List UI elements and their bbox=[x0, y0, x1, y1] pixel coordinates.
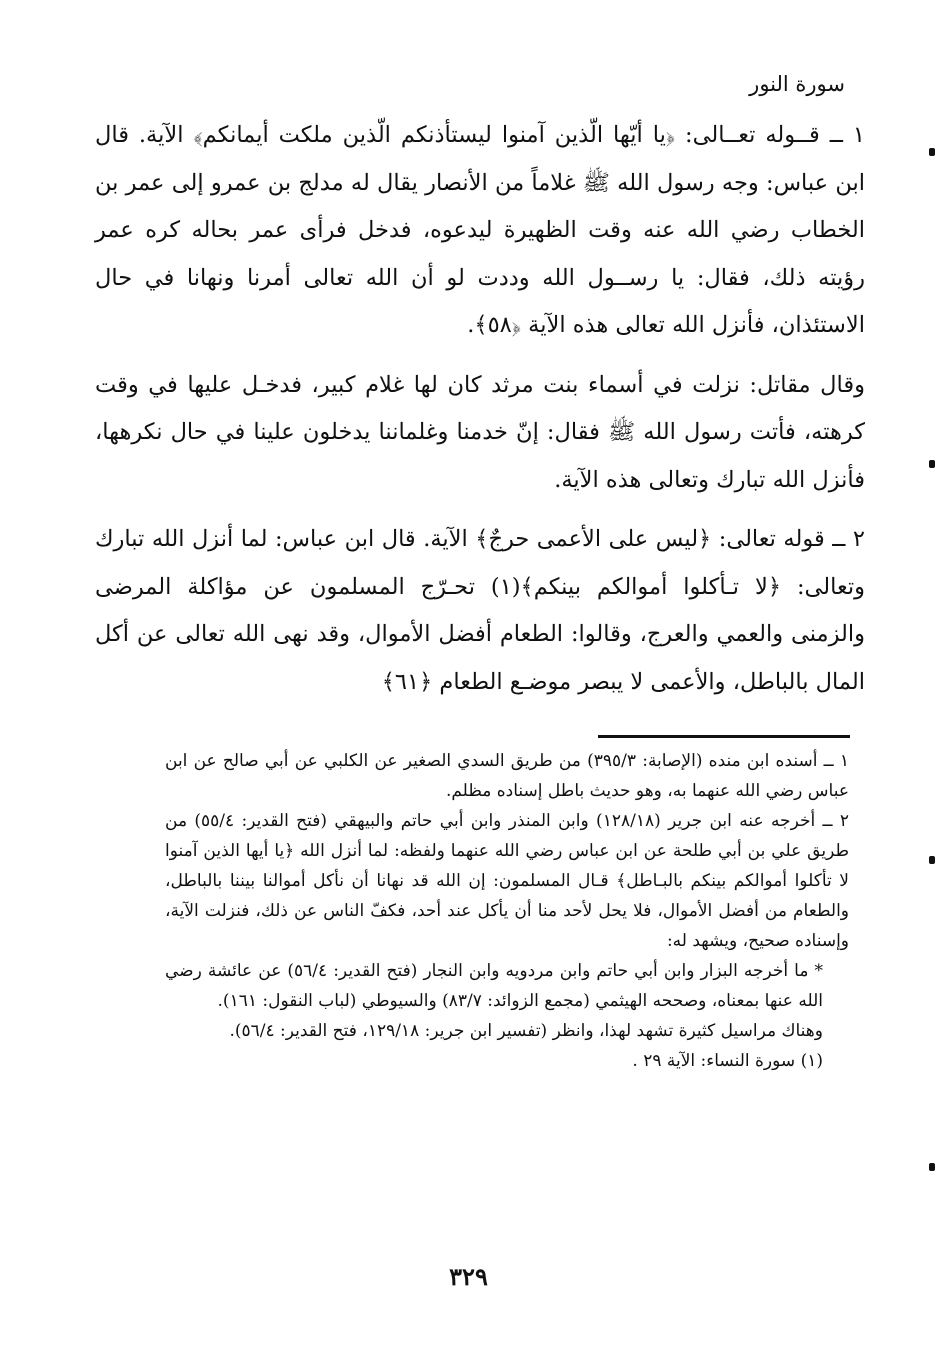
footnote-2: ٢ ــ أخرجه عنه ابن جرير (١٢٨/١٨) وابن المنذر وابن أبي حاتم والبيهقي (فتح القدير: ٥٥/٤) من طريق علي بن أبي طلحة عن ابن عباس رضي الله عنهما ولفظه: لما أنزل الله ﴿يا أيها الذين آمنوا لا تأكلوا أموالكم بينكم بالبـاطل﴾ قـال المسلمون: إن الله قد نهانا أن نأكل أموالنا بيننا بالباطل، والطعام من أفضل الأموال، فلا يحل لأحد منا أن يأكل عند أحد، فكفّ الناس عن ذلك، فنزلت الآية، وإسناده صحيح، ويشهد له: bbox=[165, 811, 849, 951]
running-header: سورة النور bbox=[749, 72, 845, 96]
paragraph-1: ١ ــ قــوله تعــالى: ﴿يا أيّها الّذين آمنوا ليستأذنكم الّذين ملكت أيمانكم﴾ الآية. قال ابن عباس: وجه رسول الله ﷺ غلاماً من الأنصار يقال له مدلج بن عمرو إلى عمر بن الخطاب رضي الله عنه وقت الظهيرة ليدعوه، فدخل فرأى عمر بحاله كره عمر رؤيته ذلك، فقال: يا رســول الله وددت لو أن الله تعالى أمرنا ونهانا في حال الاستئذان، فأنزل الله تعالى هذه الآية ﴿٥٨﴾. bbox=[95, 122, 865, 338]
scan-edge-mark bbox=[929, 856, 935, 864]
footnotes bbox=[165, 746, 849, 1076]
footnote-2-supporting: * ما أخرجه البزار وابن أبي حاتم وابن مردويه وابن النجار (فتح القدير: ٥٦/٤) عن عائشة رضي الله عنها بمعناه، وصححه الهيثمي (مجمع الزوائد: ٨٣/٧) والسيوطي (لباب النقول: ١٦١). bbox=[165, 961, 824, 1011]
paragraph-3: ٢ ــ قوله تعالى: ﴿ليس على الأعمى حرجٌ﴾ الآية. قال ابن عباس: لما أنزل الله تبارك وتعالى: ﴿لا تـأكلوا أموالكم بينكم﴾(١) تحـرّج المسلمون عن مؤاكلة المرضى والزمنى والعمي والعرج، وقالوا: الطعام أفضل الأموال، وقد نهى الله تعالى عن أكل المال بالباطل، والأعمى لا يبصر موضـع الطعام ﴿٦١﴾ bbox=[95, 526, 865, 695]
main-text bbox=[95, 112, 865, 706]
scan-edge-mark bbox=[929, 148, 935, 156]
quran-reference-note: (١) سورة النساء: الآية ٢٩ . bbox=[632, 1051, 823, 1071]
scan-edge-mark bbox=[929, 1163, 935, 1171]
footnote-divider bbox=[598, 735, 850, 738]
page-number: ٣٢٩ bbox=[449, 1262, 488, 1291]
paragraph-gap bbox=[95, 504, 865, 516]
paragraph-2: وقال مقاتل: نزلت في أسماء بنت مرثد كان لها غلام كبير، فدخـل عليها في وقت كرهته، فأتت رسول الله ﷺ فقال: إنّ خدمنا وغلماننا يدخلون علينا في حال نكرهها، فأنزل الله تبارك وتعالى هذه الآية. bbox=[95, 371, 865, 493]
paragraph-gap bbox=[95, 350, 865, 362]
footnote-1: ١ ــ أسنده ابن منده (الإصابة: ٣٩٥/٣) من طريق السدي الصغير عن الكلبي عن أبي صالح عن ابن عباس رضي الله عنهما به، وهو حديث باطل إسناده مظلم. bbox=[165, 751, 849, 801]
scan-edge-mark bbox=[929, 460, 935, 468]
footnote-2-additional: وهناك مراسيل كثيرة تشهد لهذا، وانظر (تفسير ابن جرير: ١٢٩/١٨، فتح القدير: ٥٦/٤). bbox=[229, 1021, 823, 1041]
